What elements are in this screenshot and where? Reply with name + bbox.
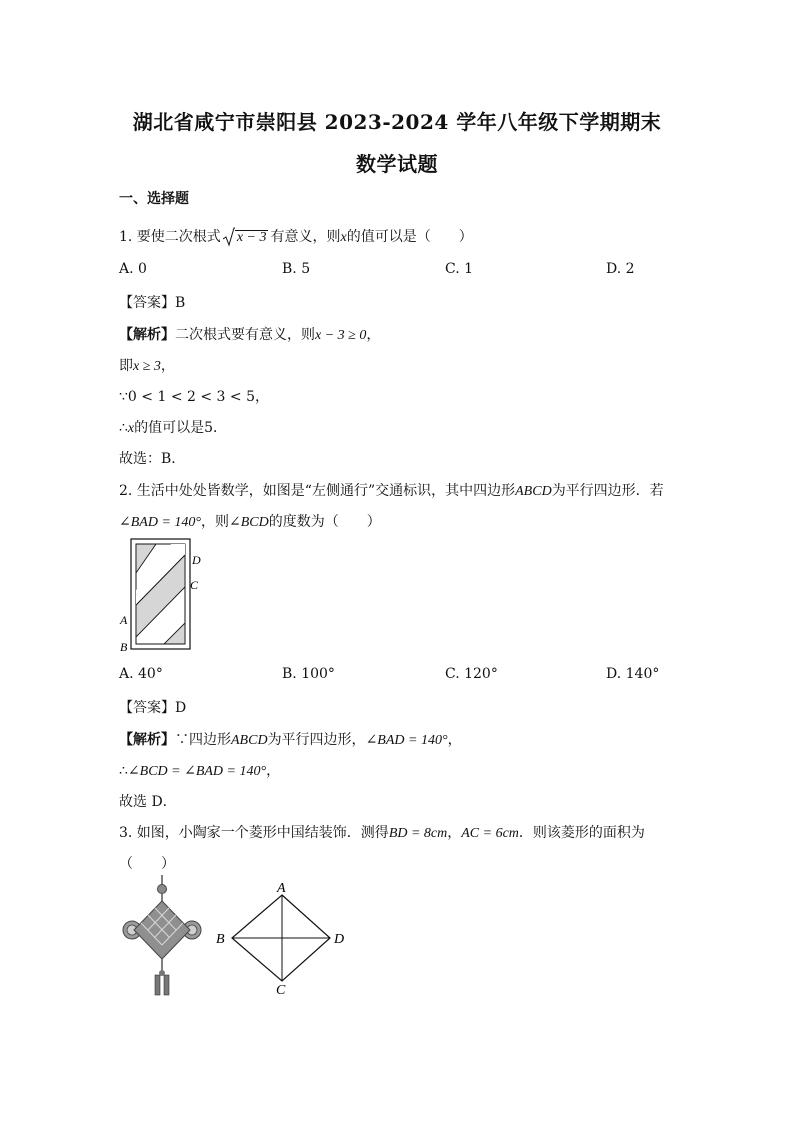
- q1-analysis-3: ∵0 < 1 < 2 < 3 < 5，: [119, 389, 269, 405]
- q2-answer: 【答案】D: [119, 700, 187, 716]
- q1-option-d: D. 2: [606, 261, 635, 277]
- q1-answer: 【答案】B: [119, 295, 186, 311]
- label-b: B: [216, 932, 225, 947]
- sqrt-expression: x − 3: [223, 229, 269, 245]
- q2-conclusion: 故选 D．: [119, 794, 177, 810]
- question-2-line-1: 2. 生活中处处皆数学，如图是“左侧通行”交通标识，其中四边形ABCD为平行四边形．若: [119, 483, 664, 499]
- label-a: A: [277, 881, 286, 896]
- q1-analysis-1: 【解析】二次根式要有意义，则x − 3 ≥ 0，: [119, 327, 381, 343]
- q1-option-b: B. 5: [282, 261, 311, 277]
- q2-analysis-1: 【解析】∵四边形ABCD为平行四边形，∠BAD = 140°，: [119, 732, 462, 748]
- traffic-sign-figure: [112, 535, 212, 657]
- q1-analysis-4: ∴x的值可以是5．: [119, 420, 228, 436]
- question-3-line-2: （ ）: [119, 856, 175, 872]
- rhombus-figure: [210, 880, 360, 998]
- q2-option-c: C. 120°: [445, 666, 498, 682]
- label-d: D: [192, 553, 201, 567]
- chinese-knot-icon: [118, 875, 218, 1000]
- question-2-line-2: ∠BAD = 140°，则∠BCD的度数为（ ）: [119, 514, 381, 530]
- exam-title: 湖北省咸宁市崇阳县 2023-2024 学年八年级下学期期末: [132, 110, 662, 134]
- q1-option-a: A. 0: [119, 261, 147, 277]
- q2-option-d: D. 140°: [606, 666, 660, 682]
- question-3-line-1: 3. 如图，小陶家一个菱形中国结装饰．测得BD = 8cm，AC = 6cm．则该菱形的面积为: [119, 825, 645, 841]
- q2-option-a: A. 40°: [119, 666, 163, 682]
- section-heading: 一、选择题: [119, 191, 189, 207]
- label-a: A: [120, 613, 128, 627]
- label-b: B: [120, 640, 128, 654]
- label-d: D: [334, 932, 345, 947]
- q1-conclusion: 故选：B．: [119, 451, 186, 467]
- exam-subtitle: 数学试题: [356, 152, 438, 176]
- q1-analysis-2: 即x ≥ 3，: [119, 358, 175, 374]
- question-1: 1. 要使二次根式 x − 3 有意义，则x的值可以是（ ）: [119, 229, 473, 245]
- q1-option-c: C. 1: [445, 261, 474, 277]
- label-c: C: [276, 983, 286, 998]
- label-c: C: [190, 578, 199, 592]
- q2-option-b: B. 100°: [282, 666, 335, 682]
- q2-analysis-2: ∴∠BCD = ∠BAD = 140°，: [119, 763, 281, 779]
